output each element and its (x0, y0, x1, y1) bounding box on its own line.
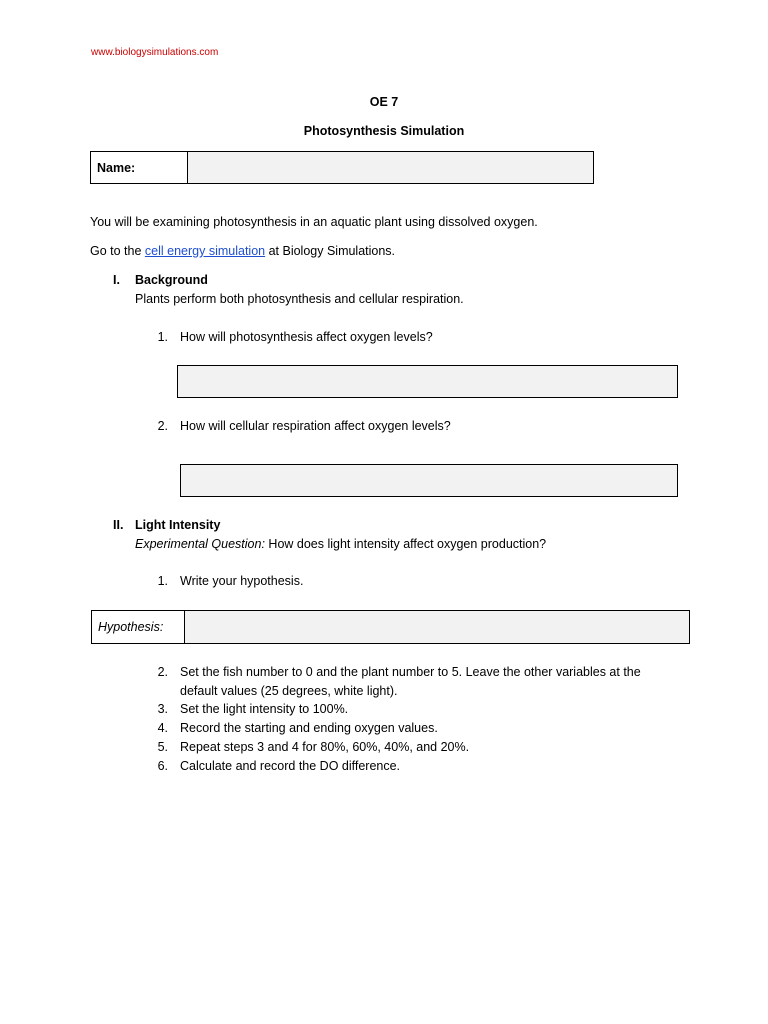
intro-text: You will be examining photosynthesis in an aquatic plant using dissolved oxygen. (90, 215, 538, 229)
question-1-text: How will photosynthesis affect oxygen levels? (180, 330, 433, 344)
step-4-text: Record the starting and ending oxygen values. (180, 721, 438, 735)
experimental-question (135, 537, 546, 551)
document-code: OE 7 (369, 95, 399, 109)
hypothesis-table (91, 610, 690, 644)
document-title: Photosynthesis Simulation (303, 124, 465, 138)
question-2-text: How will cellular respiration affect oxygen levels? (180, 419, 451, 433)
experimental-question-label: Experimental Question: (135, 537, 265, 551)
step-2-number: 2. (157, 665, 168, 679)
site-link[interactable]: www.biologysimulations.com (91, 47, 219, 58)
question-2-number: 2. (157, 419, 168, 433)
section-2-title: Light Intensity (135, 518, 221, 532)
step-6-number: 6. (157, 759, 168, 773)
step-3-number: 3. (157, 702, 168, 716)
answer-2-field[interactable] (180, 464, 678, 497)
step-1-number: 1. (157, 574, 168, 588)
question-1-number: 1. (157, 330, 168, 344)
name-field[interactable] (188, 152, 593, 183)
name-table (90, 151, 594, 184)
section-1-text: Plants perform both photosynthesis and cellular respiration. (135, 292, 464, 306)
goto-prefix: Go to the (90, 244, 145, 258)
name-label: Name: (91, 152, 188, 183)
step-2-text-line-1: Set the fish number to 0 and the plant number to 5. Leave the other variables at the (180, 665, 641, 679)
step-5-number: 5. (157, 740, 168, 754)
step-5-text: Repeat steps 3 and 4 for 80%, 60%, 40%, and 20%. (180, 740, 470, 754)
hypothesis-label: Hypothesis: (92, 611, 185, 643)
hypothesis-field[interactable] (185, 611, 689, 643)
section-1-number: I. (113, 273, 120, 287)
answer-1-field[interactable] (177, 365, 678, 398)
step-4-number: 4. (157, 721, 168, 735)
experimental-question-text: How does light intensity affect oxygen production? (264, 537, 547, 551)
step-3-text: Set the light intensity to 100%. (180, 702, 349, 716)
step-1-text: Write your hypothesis. (180, 574, 304, 588)
section-2-number: II. (113, 518, 124, 532)
cell-energy-simulation-link[interactable]: cell energy simulation (144, 244, 266, 258)
step-2-text-line-2: default values (25 degrees, white light). (180, 684, 398, 698)
step-6-text: Calculate and record the DO difference. (180, 759, 401, 773)
section-1-title: Background (135, 273, 208, 287)
goto-suffix: at Biology Simulations. (265, 244, 396, 258)
goto-paragraph (90, 244, 395, 258)
